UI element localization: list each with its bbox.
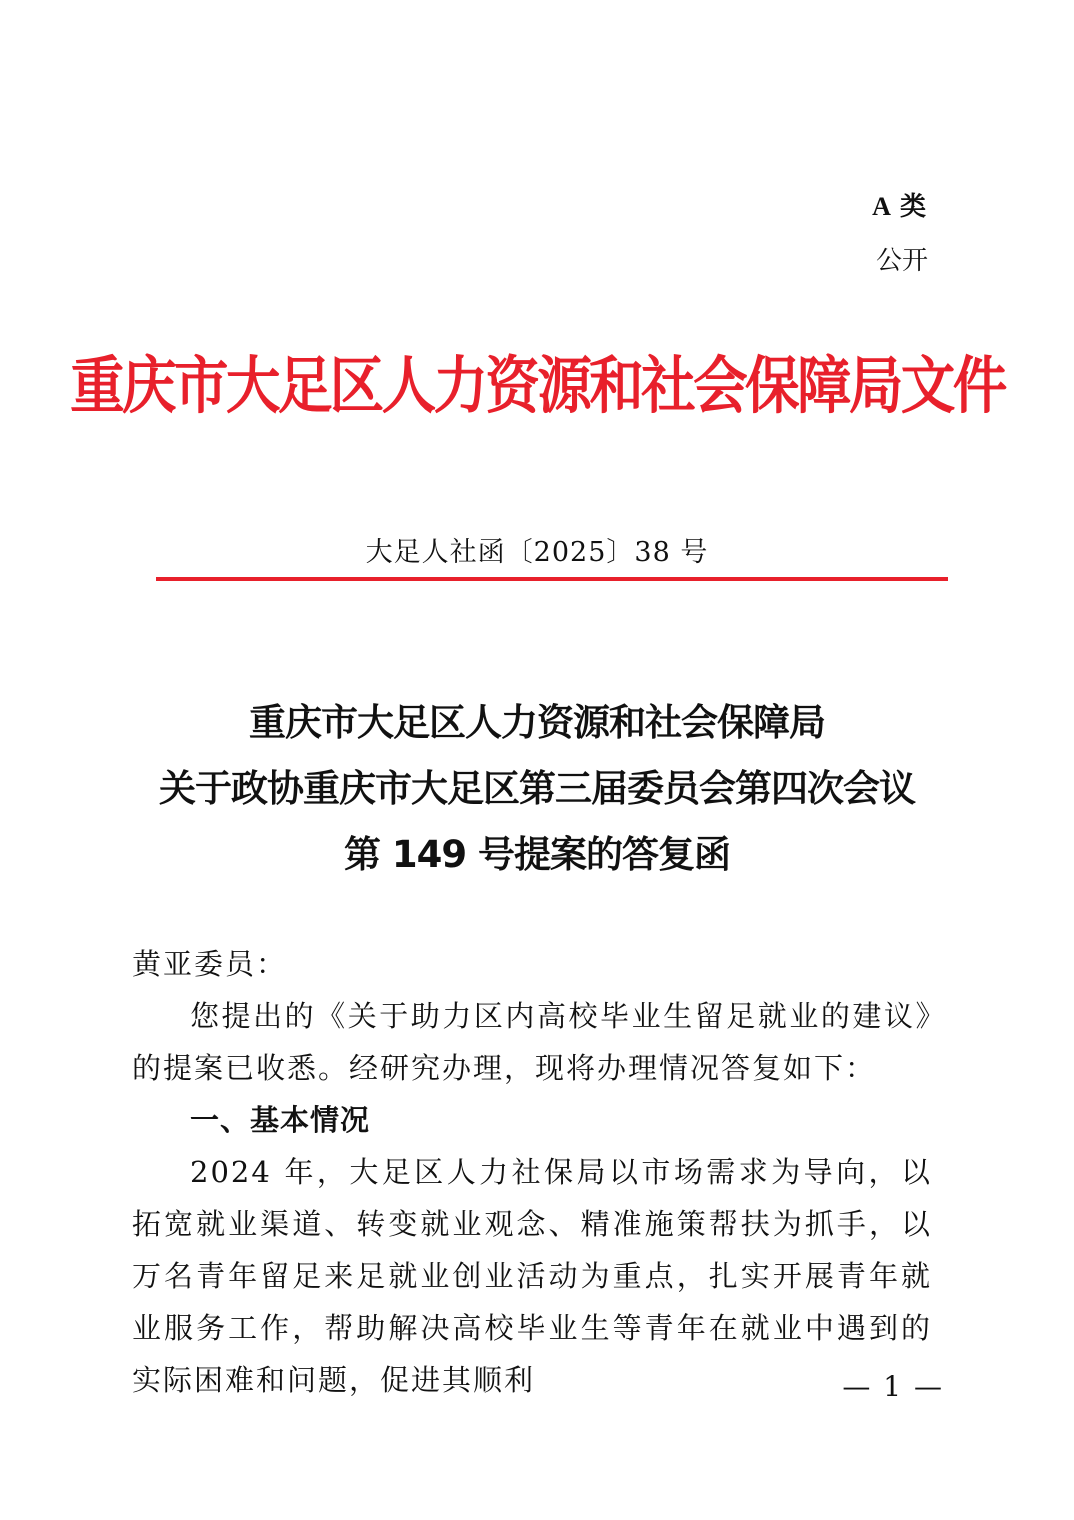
- document-title: [0, 690, 1074, 888]
- document-body: [132, 938, 932, 1406]
- document-title-line: 第 149 号提案的答复函: [344, 833, 730, 876]
- body-paragraph: 2024 年，大足区人力社保局以市场需求为导向，以拓宽就业渠道、转变就业观念、精准施策帮扶为抓手，以万名青年留足来足就业创业活动为重点，扎实开展青年就业服务工作，帮助解决高校毕业生等青年在就业中遇到的实际困难和问题，促进其顺利: [132, 1155, 932, 1397]
- letterhead-divider: [156, 577, 948, 581]
- classification-label: A 类: [872, 192, 928, 221]
- disclosure-label: 公开: [875, 246, 928, 276]
- page-number: — 1 —: [842, 1370, 944, 1403]
- section-heading: 一、基本情况: [190, 1103, 371, 1137]
- document-number: 大足人社函〔2025〕38 号: [365, 537, 709, 568]
- body-paragraph: 您提出的《关于助力区内高校毕业生留足就业的建议》的提案已收悉。经研究办理，现将办理情况答复如下：: [132, 999, 932, 1085]
- letterhead-issuer-title: 重庆市大足区人力资源和社会保障局文件: [70, 349, 1005, 422]
- salutation: 黄亚委员：: [132, 947, 288, 981]
- document-title-line: 重庆市大足区人力资源和社会保障局: [249, 701, 825, 744]
- document-title-line: 关于政协重庆市大足区第三届委员会第四次会议: [159, 767, 915, 810]
